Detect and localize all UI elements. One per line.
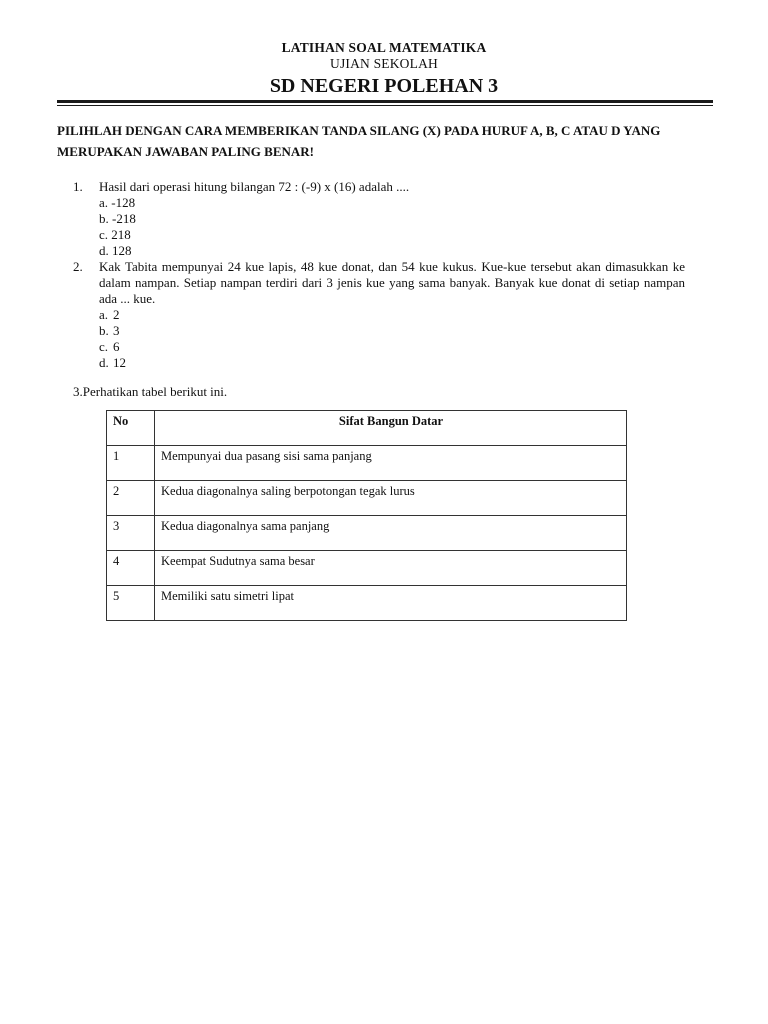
question-2 [73,259,685,371]
properties-table [106,410,627,621]
question-1 [73,179,685,259]
table-row [107,586,627,621]
row-property: Memiliki satu simetri lipat [155,586,627,621]
option-b: b. -218 [99,211,136,226]
question-number: 1. [73,179,83,194]
question-stem: Hasil dari operasi hitung bilangan 72 : (-9) x (16) adalah .... [99,179,410,194]
option-value: 3 [113,323,120,338]
table-header-row [107,411,627,446]
row-number: 4 [107,551,155,586]
option-value: 12 [113,355,126,370]
row-property: Kedua diagonalnya sama panjang [155,516,627,551]
option-letter: d. [99,355,109,370]
question-stem: Kak Tabita mempunyai 24 kue lapis, 48 kue donat, dan 54 kue kukus. Kue-kue tersebut akan dimasukkan ke dalam nampan. Setiap nampan terdiri dari 3 jenis kue yang sama banyak. Banyak kue donat di setiap nampan ada ... kue. [99,259,685,306]
row-number: 3 [107,516,155,551]
school-name: SD NEGERI POLEHAN 3 [269,75,499,97]
option-letter: b. [99,323,109,338]
row-property: Mempunyai dua pasang sisi sama panjang [155,446,627,481]
row-number: 2 [107,481,155,516]
table-row [107,551,627,586]
question-number: 2. [73,259,83,274]
document-header [0,40,768,98]
header-subtitle: UJIAN SEKOLAH [330,56,438,71]
instruction-text: PILIHLAH DENGAN CARA MEMBERIKAN TANDA SILANG (X) PADA HURUF A, B, C ATAU D YANG MERUPAKAN JAWABAN PALING BENAR! [57,123,661,159]
column-header-no: No [107,411,155,446]
table-row [107,446,627,481]
row-property: Kedua diagonalnya saling berpotongan tegak lurus [155,481,627,516]
option-letter: c. [99,339,109,354]
option-d [99,355,685,371]
table-row [107,516,627,551]
option-value: 2 [113,307,120,322]
table-row [107,481,627,516]
header-rule-thick [57,100,713,103]
row-number: 1 [107,446,155,481]
header-rule-thin [57,105,713,106]
question-list [73,179,685,371]
option-a: a. -128 [99,195,136,210]
option-d: d. 128 [99,243,132,258]
option-a [99,307,685,323]
row-property: Keempat Sudutnya sama besar [155,551,627,586]
option-c [99,339,685,355]
option-value: 6 [113,339,120,354]
column-header-property: Sifat Bangun Datar [155,411,627,446]
header-title: LATIHAN SOAL MATEMATIKA [281,40,487,55]
row-number: 5 [107,586,155,621]
option-c: c. 218 [99,227,131,242]
question-3-label: 3.Perhatikan tabel berikut ini. [73,384,228,399]
option-letter: a. [99,307,109,322]
option-b [99,323,685,339]
